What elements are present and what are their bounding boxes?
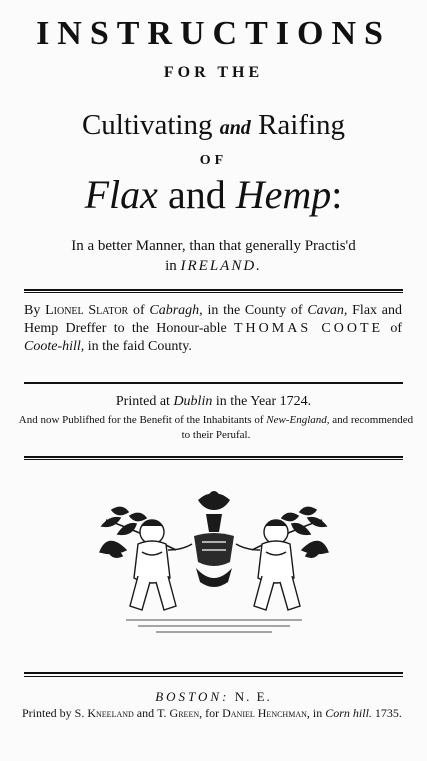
cherubs-with-foliage-ornament-icon [86, 480, 342, 640]
title-colon: : [331, 172, 343, 217]
colophon-in: in [312, 706, 323, 720]
authorship-tail: in the faid County. [87, 339, 192, 354]
authorship-of-2: of [390, 321, 403, 336]
subtitle [0, 236, 427, 276]
ornament-hatching [126, 620, 302, 632]
colophon-bookseller: Daniel Henchman, [222, 706, 310, 720]
authorship-in-county: in the County of [207, 303, 303, 318]
title-cultivating: Cultivating [81, 109, 213, 141]
ornament-cherub-left [100, 520, 192, 610]
imprint-region: New-England, [266, 414, 330, 426]
authorship-by: By [24, 303, 41, 318]
patron-place: Coote-hill, [24, 339, 85, 354]
colophon-printer-1: S. Kneeland [74, 706, 134, 720]
ornament-cherub-right [236, 520, 328, 610]
divider-rule-thin [24, 292, 403, 293]
colophon-ne: N. E. [234, 689, 272, 704]
colophon-street: Corn hill. [325, 706, 372, 720]
colophon-for: for [205, 706, 220, 720]
imprint-city: Dublin [173, 394, 213, 409]
subtitle-in: in [165, 258, 177, 274]
colophon-printer-2: T. Green, [157, 706, 203, 720]
imprint-dublin [0, 393, 427, 411]
colophon-place [0, 689, 427, 705]
colophon-and: and [136, 706, 155, 720]
divider-rule-3-thin [24, 459, 403, 460]
title-for-the [0, 64, 427, 82]
authorship-of: of [132, 303, 145, 318]
title-and-2: and [167, 172, 226, 217]
colophon-year: 1735. [374, 706, 402, 720]
imprint-new-england [14, 413, 418, 443]
title-flax-and-hemp [0, 173, 427, 217]
author-town: Cabragh, [149, 303, 203, 318]
authorship-statement [24, 302, 402, 356]
divider-rule-3 [24, 456, 403, 458]
divider-rule-2 [24, 382, 403, 384]
colophon-boston: BOSTON: [155, 689, 230, 704]
title-flax: Flax [84, 172, 158, 217]
imprint-recommended: and recommended to their Perufal. [181, 414, 414, 441]
colophon-printer [22, 706, 404, 721]
title-and-1: and [219, 117, 251, 139]
subtitle-ireland: IRELAND. [180, 258, 262, 274]
patron-name: THOMAS COOTE [234, 321, 384, 336]
divider-rule [24, 289, 403, 291]
imprint-published-for: And now Publifhed for the Benefit of the Inhabitants of [18, 414, 264, 426]
title-instructions [0, 14, 427, 54]
author-role: Flax and Hemp Dreffer to the Honour-able [24, 303, 402, 336]
imprint-year: in the Year 1724. [215, 394, 312, 409]
title-line-1: INSTRUCTIONS [36, 15, 391, 52]
colophon-printed-by: Printed by [22, 706, 72, 720]
subtitle-line-1: In a better Manner, than that generally Practis'd [71, 238, 356, 254]
imprint-printed-at: Printed at [115, 394, 170, 409]
author-county: Cavan, [307, 303, 348, 318]
title-line-2: FOR THE [163, 64, 264, 81]
title-cultivating-raising [0, 108, 427, 145]
title-hemp: Hemp [235, 172, 332, 217]
title-of [0, 153, 427, 169]
subtitle-line-2 [0, 256, 427, 276]
title-line-4: OF [199, 153, 228, 168]
author-name: Lionel Slator [45, 303, 129, 318]
ornament-urn [194, 491, 234, 587]
divider-rule-4-thin [24, 676, 403, 677]
divider-rule-4 [24, 672, 403, 674]
title-raising: Raifing [258, 109, 346, 141]
